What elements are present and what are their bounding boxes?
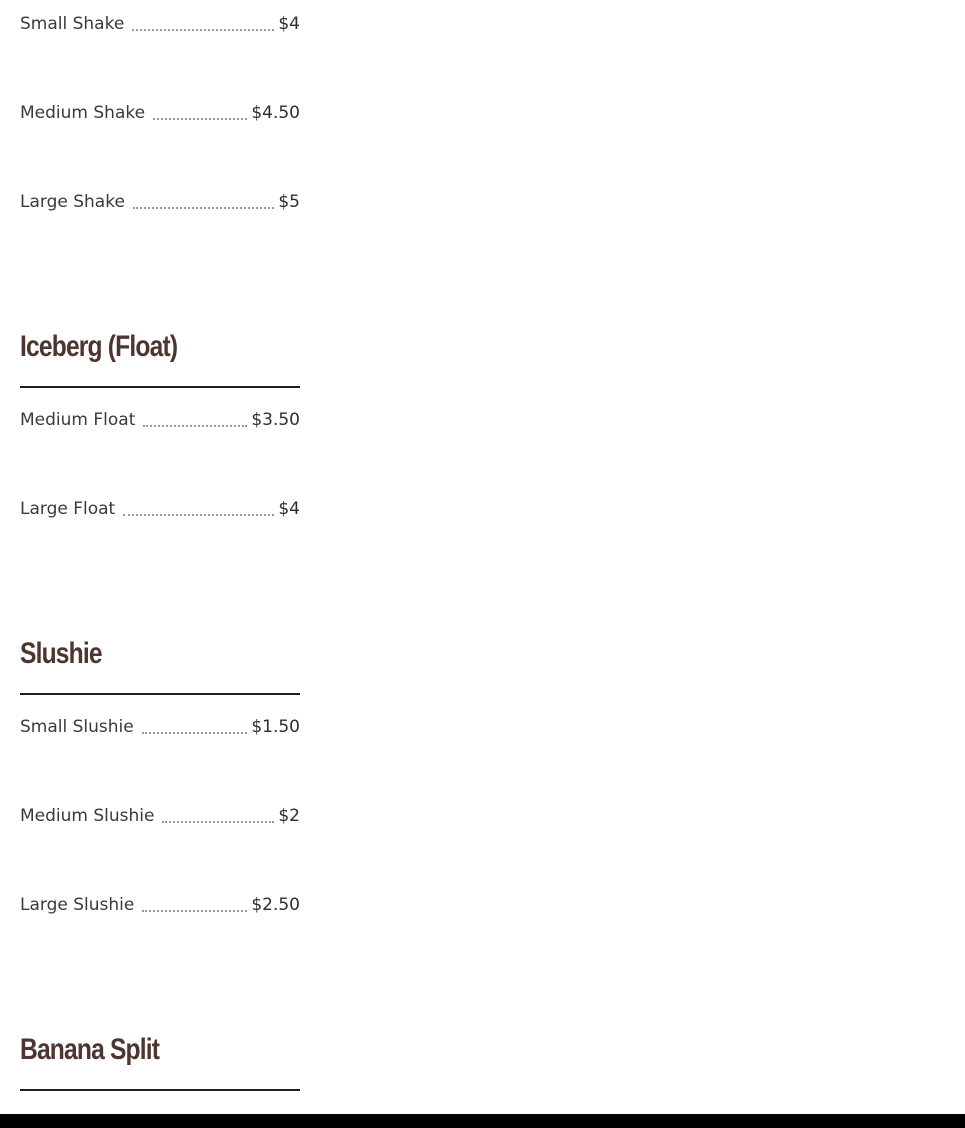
menu-item-small-slushie bbox=[20, 717, 300, 741]
menu-item-medium-slushie bbox=[20, 806, 300, 830]
item-price: $5 bbox=[278, 192, 300, 212]
footer-bar bbox=[0, 1114, 965, 1128]
menu-item-large-slushie bbox=[20, 895, 300, 919]
item-price: $4 bbox=[278, 499, 300, 519]
dot-leader bbox=[142, 909, 247, 912]
item-price: $2.50 bbox=[251, 895, 300, 915]
item-name: Small Slushie bbox=[20, 717, 134, 737]
dot-leader bbox=[143, 424, 247, 427]
dot-leader bbox=[123, 513, 274, 516]
dot-leader bbox=[142, 731, 248, 734]
menu-item-large-shake bbox=[20, 192, 300, 216]
menu-item-large-float bbox=[20, 499, 300, 523]
item-price: $3.50 bbox=[251, 410, 300, 430]
dot-leader bbox=[132, 28, 274, 31]
menu-item-small-shake bbox=[20, 14, 300, 38]
item-name: Medium Float bbox=[20, 410, 136, 430]
section-title-slushie: Slushie bbox=[20, 637, 102, 670]
section-divider bbox=[20, 693, 300, 695]
section-divider bbox=[20, 1089, 300, 1091]
section-title-banana-split: Banana Split bbox=[20, 1033, 160, 1066]
item-name: Large Float bbox=[20, 499, 116, 519]
item-price: $4.50 bbox=[251, 103, 300, 123]
dot-leader bbox=[133, 206, 274, 209]
item-name: Medium Slushie bbox=[20, 806, 155, 826]
item-price: $1.50 bbox=[251, 717, 300, 737]
dot-leader bbox=[153, 117, 247, 120]
item-name: Small Shake bbox=[20, 14, 125, 34]
item-name: Medium Shake bbox=[20, 103, 146, 123]
section-divider bbox=[20, 386, 300, 388]
section-title-iceberg: Iceberg (Float) bbox=[20, 330, 178, 363]
item-price: $4 bbox=[278, 14, 300, 34]
menu-item-medium-shake bbox=[20, 103, 300, 127]
item-name: Large Slushie bbox=[20, 895, 135, 915]
dot-leader bbox=[162, 820, 274, 823]
item-price: $2 bbox=[278, 806, 300, 826]
item-name: Large Shake bbox=[20, 192, 125, 212]
menu-item-medium-float bbox=[20, 410, 300, 434]
